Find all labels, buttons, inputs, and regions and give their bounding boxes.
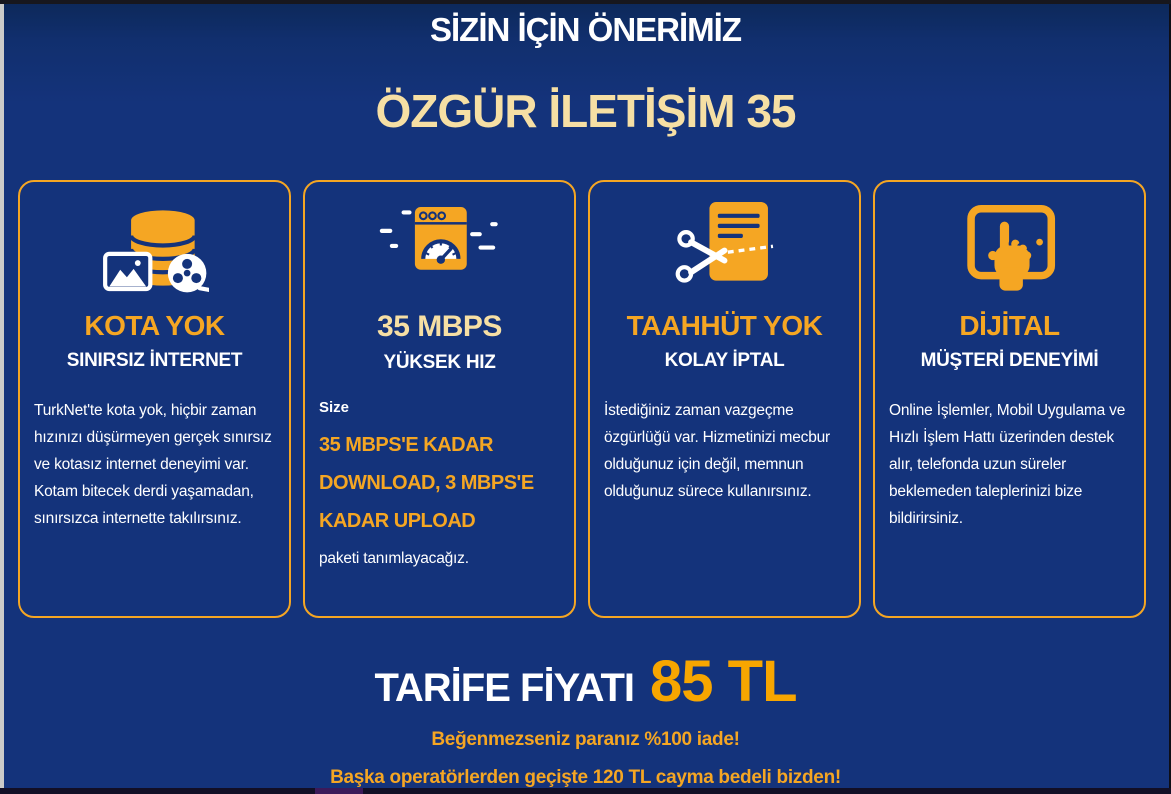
speed-body-intro: Size <box>319 399 350 416</box>
card-icon-wrap <box>319 200 560 296</box>
feature-card-35-mbps <box>303 180 576 618</box>
feature-card-kota-yok <box>18 180 291 618</box>
card-title: DİJİTAL <box>959 310 1060 341</box>
tariff-price-label: TARİFE FİYATI <box>374 666 635 710</box>
switch-promo-text: Başka operatörlerden geçişte 120 TL cayma bedeli bizden! <box>330 767 841 788</box>
card-icon-wrap <box>604 200 845 296</box>
card-body-text: İstediğiniz zaman vazgeçme özgürlüğü var. Hizmetinizi mecbur olduğunuz için değil, memnun olduğunuz sürece kullanırsınız. <box>604 402 830 500</box>
card-body-text: Online İşlemler, Mobil Uygulama ve Hızlı İşlem Hattı üzerinden destek alır, telefonda uzun süreler beklemeden taleplerinizi bize bildirirsiniz. <box>889 402 1126 527</box>
card-body-text: TurkNet'te kota yok, hiçbir zaman hızınızı düşürmeyen gerçek sınırsız ve kotasız internet deneyimi var. Kotam bitecek derdi yaşamadan, sınırsızca internette takılırsınız. <box>34 402 272 527</box>
feature-card-dijital <box>873 180 1146 618</box>
scissors-document-icon <box>666 202 783 294</box>
section-eyebrow: SİZİN İÇİN ÖNERİMİZ <box>430 11 741 48</box>
card-subtitle: YÜKSEK HIZ <box>383 352 496 373</box>
card-title: TAAHHÜT YOK <box>626 310 823 341</box>
bottom-strip <box>0 788 1171 794</box>
tariff-price-row <box>0 648 1171 715</box>
feature-card-taahhut-yok <box>588 180 861 618</box>
card-subtitle: MÜŞTERİ DENEYİMİ <box>920 350 1099 371</box>
refund-promo-text: Beğenmezseniz paranız %100 iade! <box>431 729 740 750</box>
card-title: 35 MBPS <box>377 310 502 343</box>
card-subtitle: SINIRSIZ İNTERNET <box>66 350 243 371</box>
window-edge-top <box>0 0 1171 4</box>
media-database-icon <box>100 202 209 294</box>
tariff-price-value: 85 TL <box>650 649 797 714</box>
card-icon-wrap <box>889 200 1130 296</box>
card-subtitle: KOLAY İPTAL <box>664 350 785 371</box>
card-title: KOTA YOK <box>84 310 225 341</box>
speedometer-window-icon <box>373 202 507 294</box>
tablet-touch-icon <box>951 202 1068 294</box>
page-title: ÖZGÜR İLETİŞİM 35 <box>375 85 796 137</box>
card-icon-wrap <box>34 200 275 296</box>
speed-highlight-text: 35 MBPS'E KADAR DOWNLOAD, 3 MBPS'E KADAR UPLOAD <box>319 434 534 532</box>
speed-body-outro: paketi tanımlayacağız. <box>319 550 469 567</box>
window-edge-left <box>0 3 4 794</box>
feature-cards-row <box>18 180 1146 618</box>
bottom-strip-purple-segment <box>315 788 363 794</box>
